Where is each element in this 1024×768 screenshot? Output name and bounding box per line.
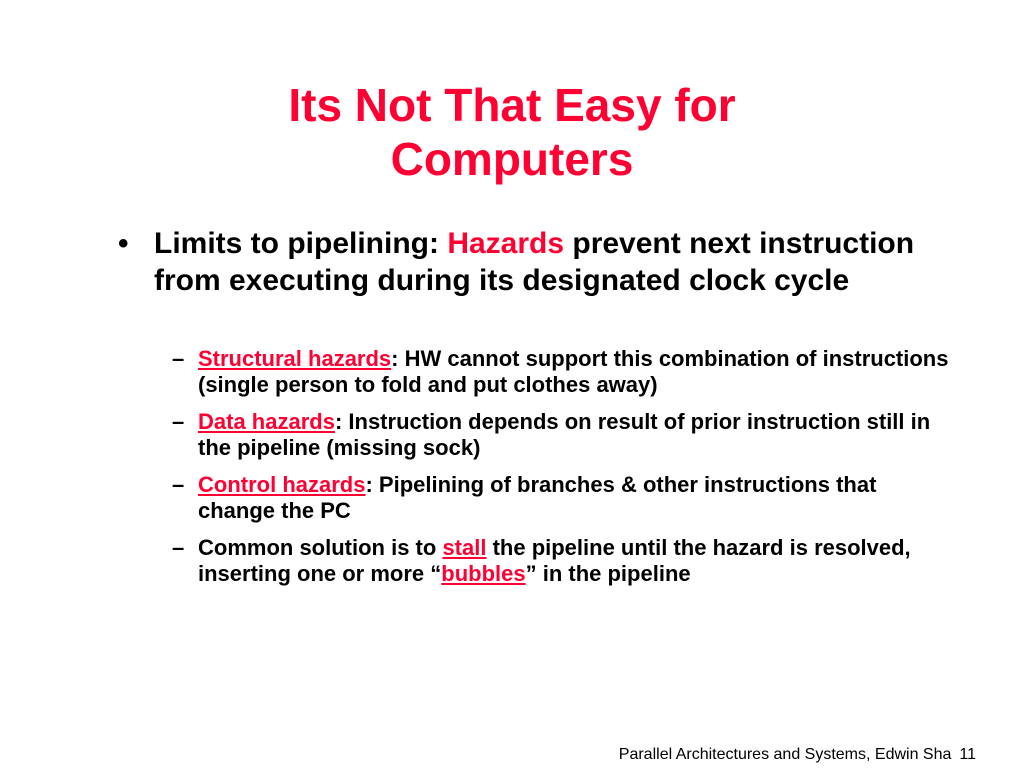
- sub-bullet-list: [172, 346, 952, 598]
- slide-title-line-1: Its Not That Easy for: [288, 79, 736, 131]
- data-hazards-text: : Instruction depends on result of prior instruction still in the pipeline (missing sock): [198, 409, 931, 460]
- dash-marker: –: [172, 409, 185, 434]
- bubbles-term: bubbles: [441, 561, 526, 586]
- data-hazards-term: Data hazards: [198, 409, 335, 434]
- main-bullet-prefix: Limits to pipelining:: [154, 227, 448, 260]
- common-solution-part-3: ” in the pipeline: [525, 561, 691, 586]
- slide-footer: [619, 745, 976, 765]
- stall-term: stall: [442, 535, 487, 560]
- sub-bullet-common-solution: [172, 535, 952, 587]
- sub-bullet-structural-hazards: [172, 346, 952, 398]
- slide-title: [112, 78, 912, 186]
- structural-hazards-term: Structural hazards: [198, 346, 392, 371]
- common-solution-part-2: the pipeline until the hazard is resolved, inserting one or more “: [198, 535, 911, 586]
- hazards-term: Hazards: [447, 227, 565, 260]
- main-bullet: [118, 225, 958, 299]
- page-number: 11: [959, 746, 976, 763]
- dash-marker: –: [172, 535, 185, 560]
- bullet-marker: •: [118, 227, 129, 260]
- sub-bullet-data-hazards: [172, 409, 952, 461]
- main-bullet-suffix: prevent next instruction from executing during its designated clock cycle: [154, 227, 915, 297]
- slide-title-line-2: Computers: [390, 133, 634, 185]
- main-bullet-text: [154, 225, 958, 299]
- common-solution-part-1: Common solution is to: [198, 535, 443, 560]
- control-hazards-text: : Pipelining of branches & other instructions that change the PC: [198, 472, 877, 523]
- dash-marker: –: [172, 472, 185, 497]
- footer-text: Parallel Architectures and Systems, Edwin Sha: [618, 746, 952, 763]
- sub-bullet-control-hazards: [172, 472, 952, 524]
- dash-marker: –: [172, 346, 185, 371]
- control-hazards-term: Control hazards: [198, 472, 366, 497]
- structural-hazards-text: : HW cannot support this combination of instructions (single person to fold and put clothes away): [198, 346, 949, 397]
